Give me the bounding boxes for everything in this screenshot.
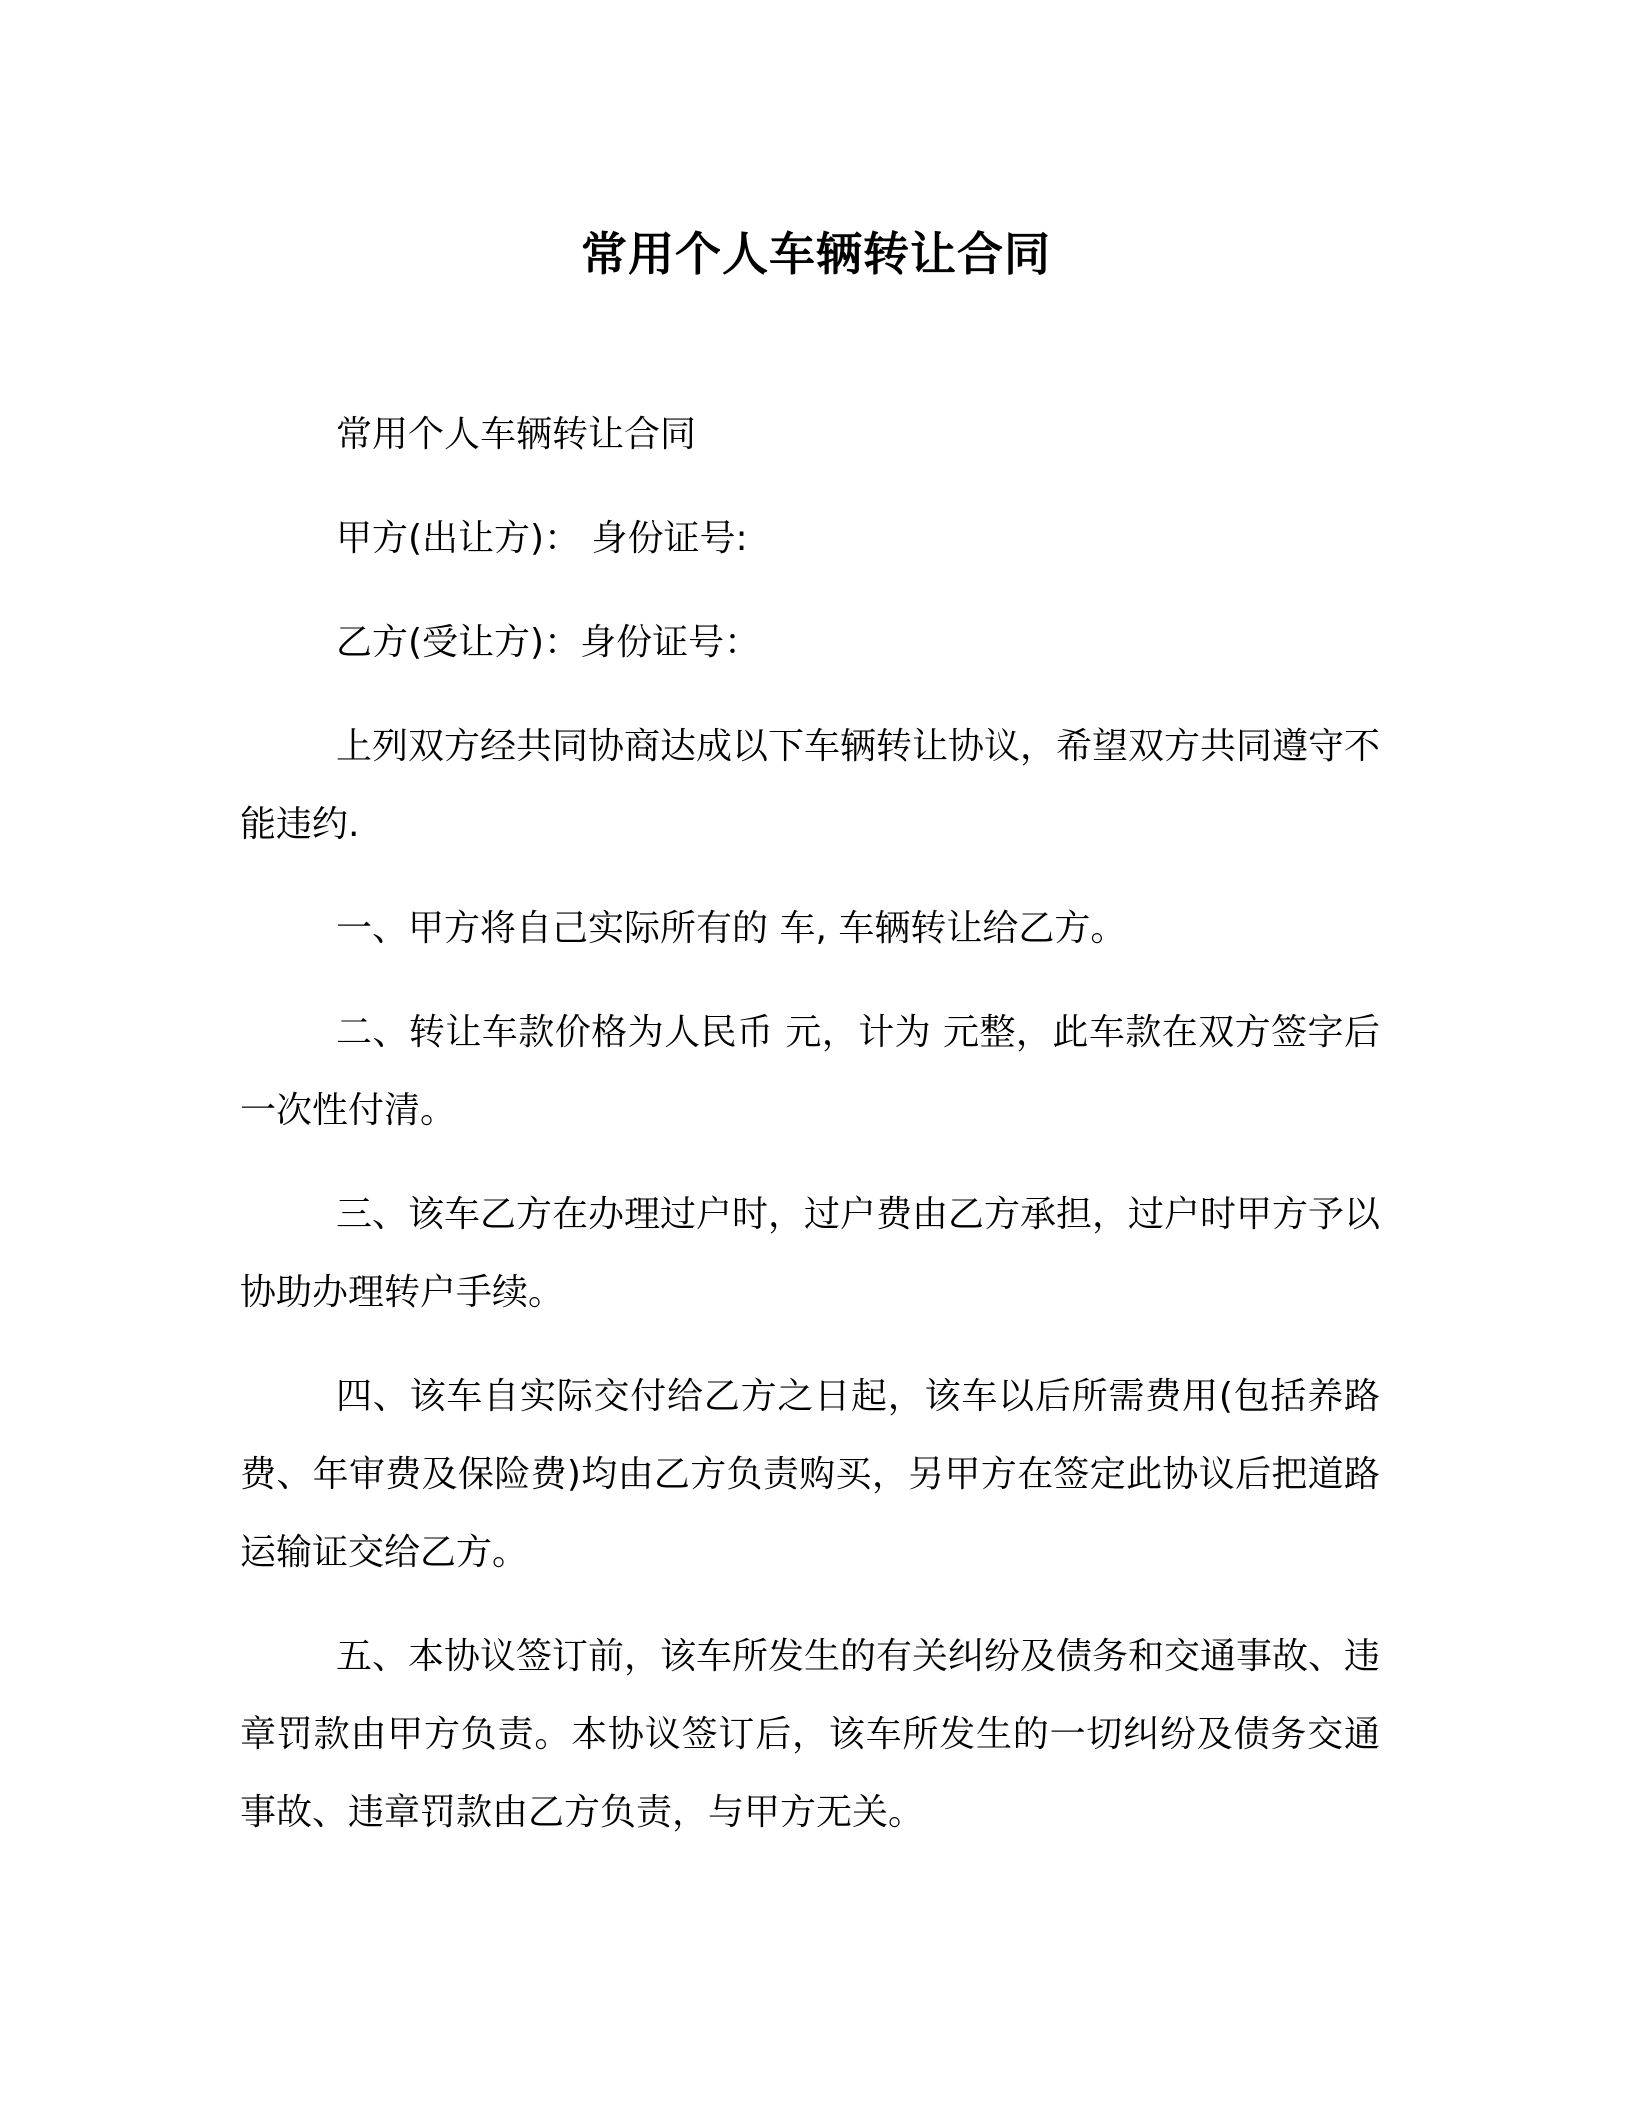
paragraph-clause-5: 五、本协议签订前，该车所发生的有关纠纷及债务和交通事故、违章罚款由甲方负责。本协议签订后，该车所发生的一切纠纷及债务交通事故、违章罚款由乙方负责，与甲方无关。 bbox=[240, 1636, 1381, 1833]
document-body bbox=[240, 396, 1380, 1878]
document-title: 常用个人车辆转让合同 bbox=[581, 227, 1051, 281]
paragraph-party-a: 甲方(出让方)： 身份证号: bbox=[336, 518, 748, 559]
paragraph-preamble: 上列双方经共同协商达成以下车辆转让协议，希望双方共同遵守不能违约. bbox=[240, 726, 1381, 845]
paragraph-clause-1: 一、甲方将自己实际所有的 车, 车辆转让给乙方。 bbox=[336, 908, 1127, 949]
paragraph-heading: 常用个人车辆转让合同 bbox=[336, 414, 697, 455]
paragraph-clause-2: 二、转让车款价格为人民币 元，计为 元整，此车款在双方签字后一次性付清。 bbox=[240, 1012, 1380, 1131]
paragraph-party-b: 乙方(受让方)：身份证号： bbox=[336, 622, 761, 663]
paragraph-clause-4: 四、该车自实际交付给乙方之日起，该车以后所需费用(包括养路费、年审费及保险费)均由乙方负责购买，另甲方在签定此协议后把道路运输证交给乙方。 bbox=[240, 1376, 1380, 1573]
paragraph-clause-3: 三、该车乙方在办理过户时，过户费由乙方承担，过户时甲方予以协助办理转户手续。 bbox=[240, 1194, 1381, 1313]
